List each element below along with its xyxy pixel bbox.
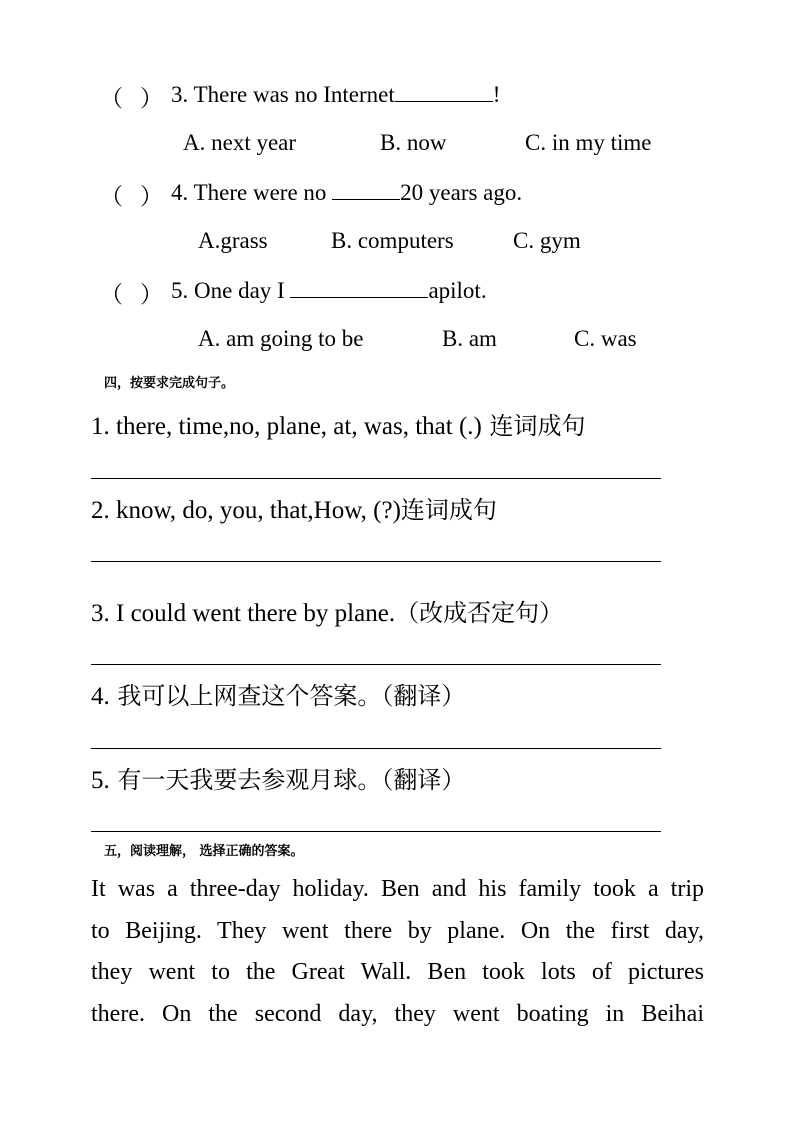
task-5: [91, 760, 465, 795]
task-text: 4.: [91, 683, 110, 710]
passage-line: It was a three-day holiday. Ben and his family took a trip: [91, 876, 704, 902]
question-number: 5.: [171, 278, 189, 303]
question-stem-end: 20 years ago.: [400, 180, 523, 205]
option-b: B. computers: [331, 228, 454, 253]
task-instruction: 我可以上网查这个答案。（翻译）: [109, 682, 466, 710]
fill-blank[interactable]: [290, 277, 428, 298]
option-a: A. am going to be: [198, 326, 364, 351]
passage-line: to Beijing. They went there by plane. On the first day,: [91, 917, 704, 944]
task-instruction: 连词成句: [481, 412, 586, 440]
question-text: [171, 81, 500, 108]
question-text: [171, 179, 522, 206]
question-stem: There were no: [193, 180, 333, 205]
answer-paren-open: （: [100, 282, 123, 307]
answer-paren-close: ）: [140, 86, 163, 111]
fill-blank[interactable]: [395, 81, 493, 102]
task-2: [91, 490, 497, 525]
option-b: B. am: [442, 326, 497, 351]
question-number: 3.: [171, 82, 189, 107]
answer-line-1[interactable]: [91, 478, 661, 479]
answer-line-2[interactable]: [91, 561, 661, 562]
section-4-heading: 四，按要求完成句子。: [104, 376, 235, 391]
option-c: C. was: [574, 326, 637, 351]
question-number: 4.: [171, 180, 189, 205]
fill-blank[interactable]: [332, 179, 400, 200]
answer-line-3[interactable]: [91, 664, 661, 665]
task-text: 2. know, do, you, that,How, (?): [91, 497, 401, 524]
task-1: [91, 406, 586, 441]
question-text: [171, 277, 487, 304]
option-c: C. in my time: [525, 130, 652, 155]
question-stem-end: !: [492, 82, 501, 107]
task-text: 1. there, time,no, plane, at, was, that (.): [91, 413, 482, 440]
option-a: A. next year: [183, 130, 297, 155]
task-instruction: 连词成句: [400, 496, 497, 524]
task-4: [91, 676, 465, 711]
option-c: C. gym: [513, 228, 581, 253]
task-text: 3. I could went there by plane.: [91, 600, 396, 627]
task-instruction: （改成否定句）: [395, 599, 564, 627]
section-5-heading: 五，阅读理解， 选择正确的答案。: [104, 844, 304, 859]
task-3: [91, 593, 563, 628]
answer-paren-open: （: [100, 184, 123, 209]
answer-paren-open: （: [100, 86, 123, 111]
option-b: B. now: [380, 130, 447, 155]
task-instruction: 有一天我要去参观月球。（翻译）: [109, 766, 466, 794]
reading-passage: [91, 869, 704, 1035]
option-a: A.grass: [198, 228, 268, 253]
question-stem: One day I: [194, 278, 291, 303]
answer-paren-close: ）: [140, 184, 163, 209]
question-stem-end: apilot.: [428, 278, 487, 303]
passage-line: they went to the Great Wall. Ben took lots of pictures: [91, 959, 704, 985]
answer-paren-close: ）: [140, 282, 163, 307]
passage-line: there. On the second day, they went boating in Beihai: [91, 1000, 704, 1027]
question-stem: There was no Internet: [193, 82, 395, 107]
answer-line-4[interactable]: [91, 748, 661, 749]
answer-line-5[interactable]: [91, 831, 661, 832]
task-text: 5.: [91, 767, 110, 794]
